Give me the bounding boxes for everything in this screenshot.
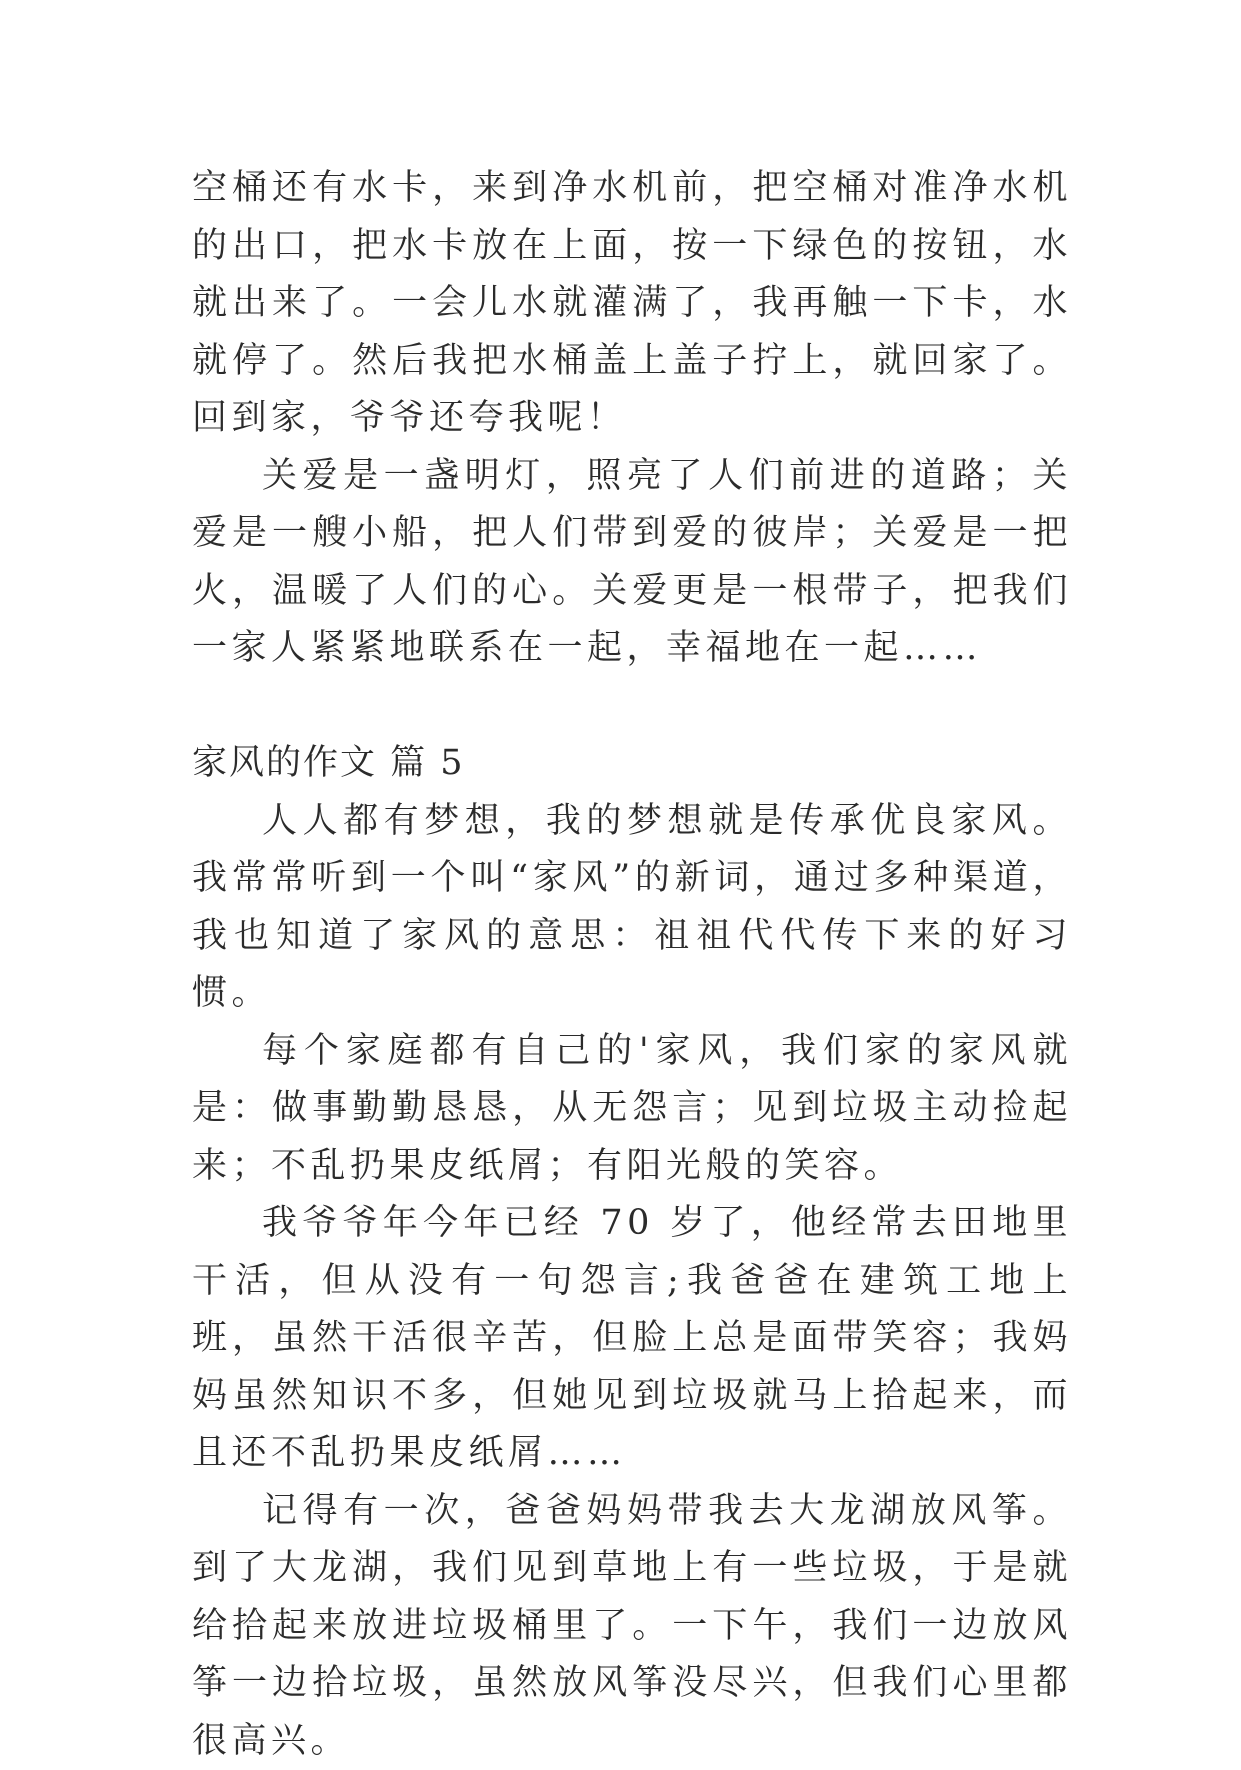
body-paragraph: 我爷爷年今年已经 70 岁了，他经常去田地里干活，但从没有一句怨言;我爸爸在建筑工地上班，虽然干活很辛苦，但脸上总是面带笑容；我妈妈虽然知识不多，但她见到垃圾就马上拾起来，而且还不乱扔果皮纸屑……: [192, 1195, 1072, 1483]
continued-paragraph: 空桶还有水卡，来到净水机前，把空桶对准净水机的出口，把水卡放在上面，按一下绿色的按钮，水就出来了。一会儿水就灌满了，我再触一下卡，水就停了。然后我把水桶盖上盖子拧上，就回家了。回到家，爷爷还夸我呢！: [192, 160, 1072, 448]
body-paragraph: 记得有一次，爸爸妈妈带我去大龙湖放风筝。到了大龙湖，我们见到草地上有一些垃圾，于是就给拾起来放进垃圾桶里了。一下午，我们一边放风筝一边拾垃圾，虽然放风筝没尽兴，但我们心里都很高兴。: [192, 1483, 1072, 1770]
body-paragraph: 每个家庭都有自己的'家风，我们家的家风就是：做事勤勤恳恳，从无怨言；见到垃圾主动捡起来；不乱扔果皮纸屑；有阳光般的笑容。: [192, 1023, 1072, 1196]
section-heading: 家风的作文 篇 5: [192, 735, 1072, 793]
document-body: [192, 160, 1072, 1770]
closing-paragraph: 关爱是一盏明灯，照亮了人们前进的道路；关爱是一艘小船，把人们带到爱的彼岸；关爱是一把火，温暖了人们的心。关爱更是一根带子，把我们一家人紧紧地联系在一起，幸福地在一起……: [192, 448, 1072, 678]
body-paragraph: 人人都有梦想，我的梦想就是传承优良家风。我常常听到一个叫“家风”的新词，通过多种渠道，我也知道了家风的意思：祖祖代代传下来的好习惯。: [192, 793, 1072, 1023]
